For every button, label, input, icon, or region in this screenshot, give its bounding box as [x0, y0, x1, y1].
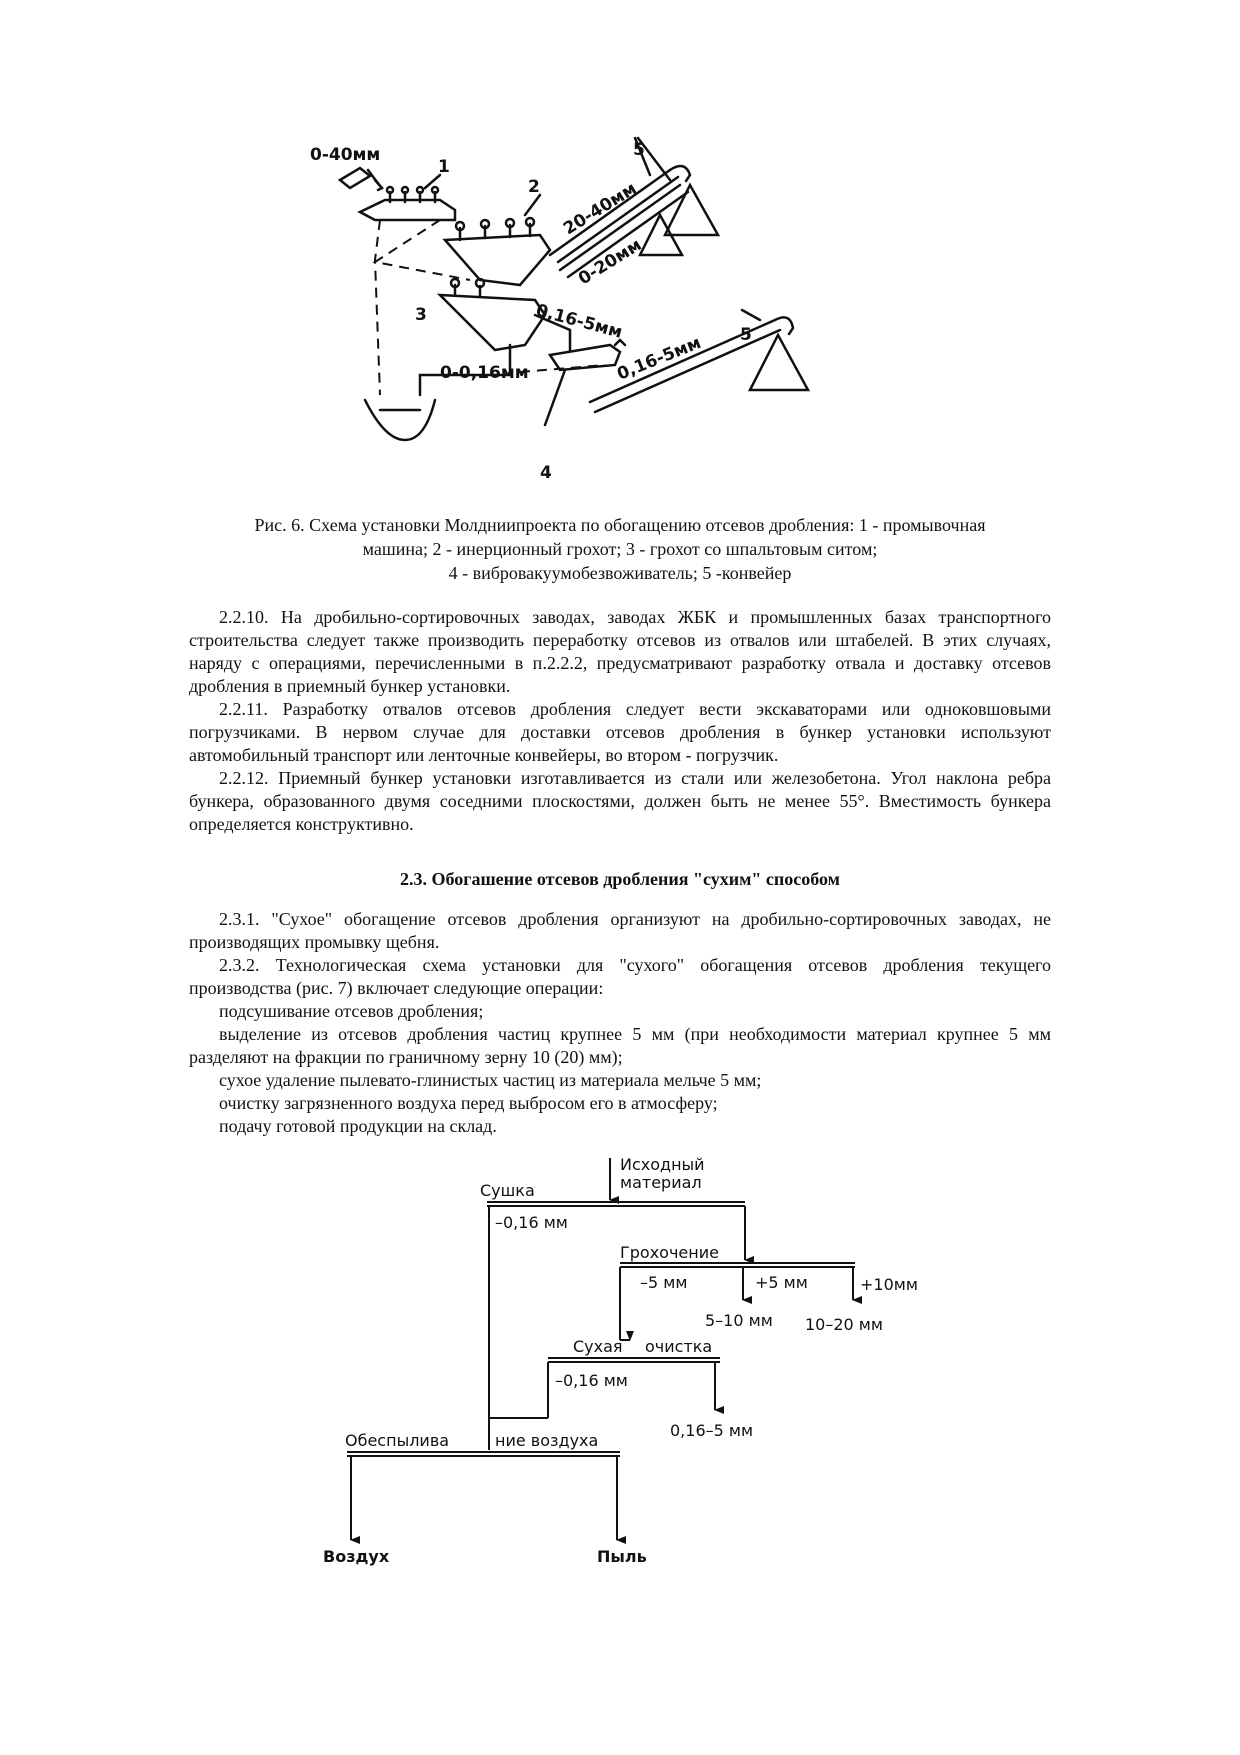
label-3: 3	[415, 305, 427, 325]
section-2-2-text	[189, 606, 1051, 836]
label-016-5-top: 0,16-5мм	[533, 300, 625, 343]
caption-line: Рис. 6. Схема установки Молдниипроекта по обогащению отсевов дробления: 1 - промывочная	[254, 515, 986, 535]
paragraph-2-2-10: 2.2.10. На дробильно-сортировочных заводах, заводах ЖБК и промышленных базах транспортного строительства следует также производить переработку отсевов из отвалов или штабелей. В этих случаях, наряду с операциями, перечисленными в п.2.2.2, предусматривают разработку отвала и доставку отсевов дробления в приемный бункер установки.	[189, 607, 1051, 696]
dust-output: Пыль	[597, 1547, 647, 1566]
screening-label: Грохочение	[620, 1243, 719, 1262]
label-5-bottom: 5	[740, 325, 752, 345]
label-2: 2	[528, 177, 540, 197]
label-0-016: 0-0,16мм	[440, 363, 529, 383]
label-0-20: 0-20мм	[575, 235, 646, 290]
label-5-top: 5	[633, 140, 645, 160]
fraction-plus-10: +10мм	[860, 1275, 918, 1294]
label-016-5-right: 0,16-5мм	[614, 332, 705, 385]
dry-cleaning-label: очистка	[645, 1337, 713, 1356]
paragraph-2-3-1: 2.3.1. "Сухое" обогащение отсевов дробления организуют на дробильно-сортировочных заводах, не производящих промывку щебня.	[189, 909, 1051, 952]
figure-6-schematic	[310, 140, 880, 490]
list-item: сухое удаление пылевато-глинистых частиц из материала мельче 5 мм;	[219, 1070, 762, 1090]
list-item: выделение из отсевов дробления частиц крупнее 5 мм (при необходимости материал крупнее 5 мм разделяют на фракции по граничному зерну 10 (20) мм);	[189, 1024, 1051, 1067]
product-016-5: 0,16–5 мм	[670, 1421, 754, 1440]
dedusting-label: ние воздуха	[495, 1431, 599, 1450]
product-5-10: 5–10 мм	[705, 1311, 773, 1330]
paragraph-2-2-11: 2.2.11. Разработку отвалов отсевов дробления следует вести экскаваторами или одноковшовыми погрузчиками. В нервом случае для доставки отсевов дробления в бункер установки используют автомобильный транспорт или ленточные конвейеры, во втором - погрузчик.	[189, 699, 1051, 765]
product-10-20: 10–20 мм	[805, 1315, 883, 1334]
air-output: Воздух	[323, 1547, 390, 1566]
caption-line: машина; 2 - инерционный грохот; 3 - грохот со шпальтовым ситом;	[362, 539, 878, 559]
caption-line: 4 - вибровакуумобезвоживатель; 5 -конвейер	[448, 563, 792, 583]
drying-label: Сушка	[480, 1181, 535, 1200]
dedusting-label: Обеспылива	[345, 1431, 450, 1450]
figure-6-caption	[180, 513, 1060, 585]
fraction-minus-5: –5 мм	[640, 1273, 688, 1292]
section-heading: 2.3. Обогашение отсевов дробления "сухим" способом	[400, 869, 840, 889]
paragraph-2-2-12: 2.2.12. Приемный бункер установки изготавливается из стали или железобетона. Угол наклона ребра бункера, образованного двумя соседними плоскостями, должен быть не менее 55°. Вместимость бункера определяется конструктивно.	[189, 768, 1051, 834]
dry-cleaning-label: Сухая	[573, 1337, 623, 1356]
list-item: подачу готовой продукции на склад.	[219, 1116, 497, 1136]
cleaning-output: –0,16 мм	[555, 1371, 628, 1390]
fraction-plus-5: +5 мм	[755, 1273, 808, 1292]
source-label: материал	[620, 1173, 702, 1192]
source-label: Исходный	[620, 1155, 705, 1174]
drying-output: –0,16 мм	[495, 1213, 568, 1232]
label-4: 4	[540, 463, 552, 483]
section-2-3-text	[189, 908, 1051, 1138]
label-20-40: 20-40мм	[560, 178, 641, 240]
figure-7-flowchart	[315, 1150, 955, 1620]
label-1: 1	[438, 157, 450, 177]
list-item: очистку загрязненного воздуха перед выбросом его в атмосферу;	[219, 1093, 718, 1113]
paragraph-2-3-2: 2.3.2. Технологическая схема установки для "сухого" обогащения отсевов дробления текущего производства (рис. 7) включает следующие операции:	[189, 955, 1051, 998]
label-feed-size: 0-40мм	[310, 145, 381, 165]
list-item: подсушивание отсевов дробления;	[219, 1001, 484, 1021]
